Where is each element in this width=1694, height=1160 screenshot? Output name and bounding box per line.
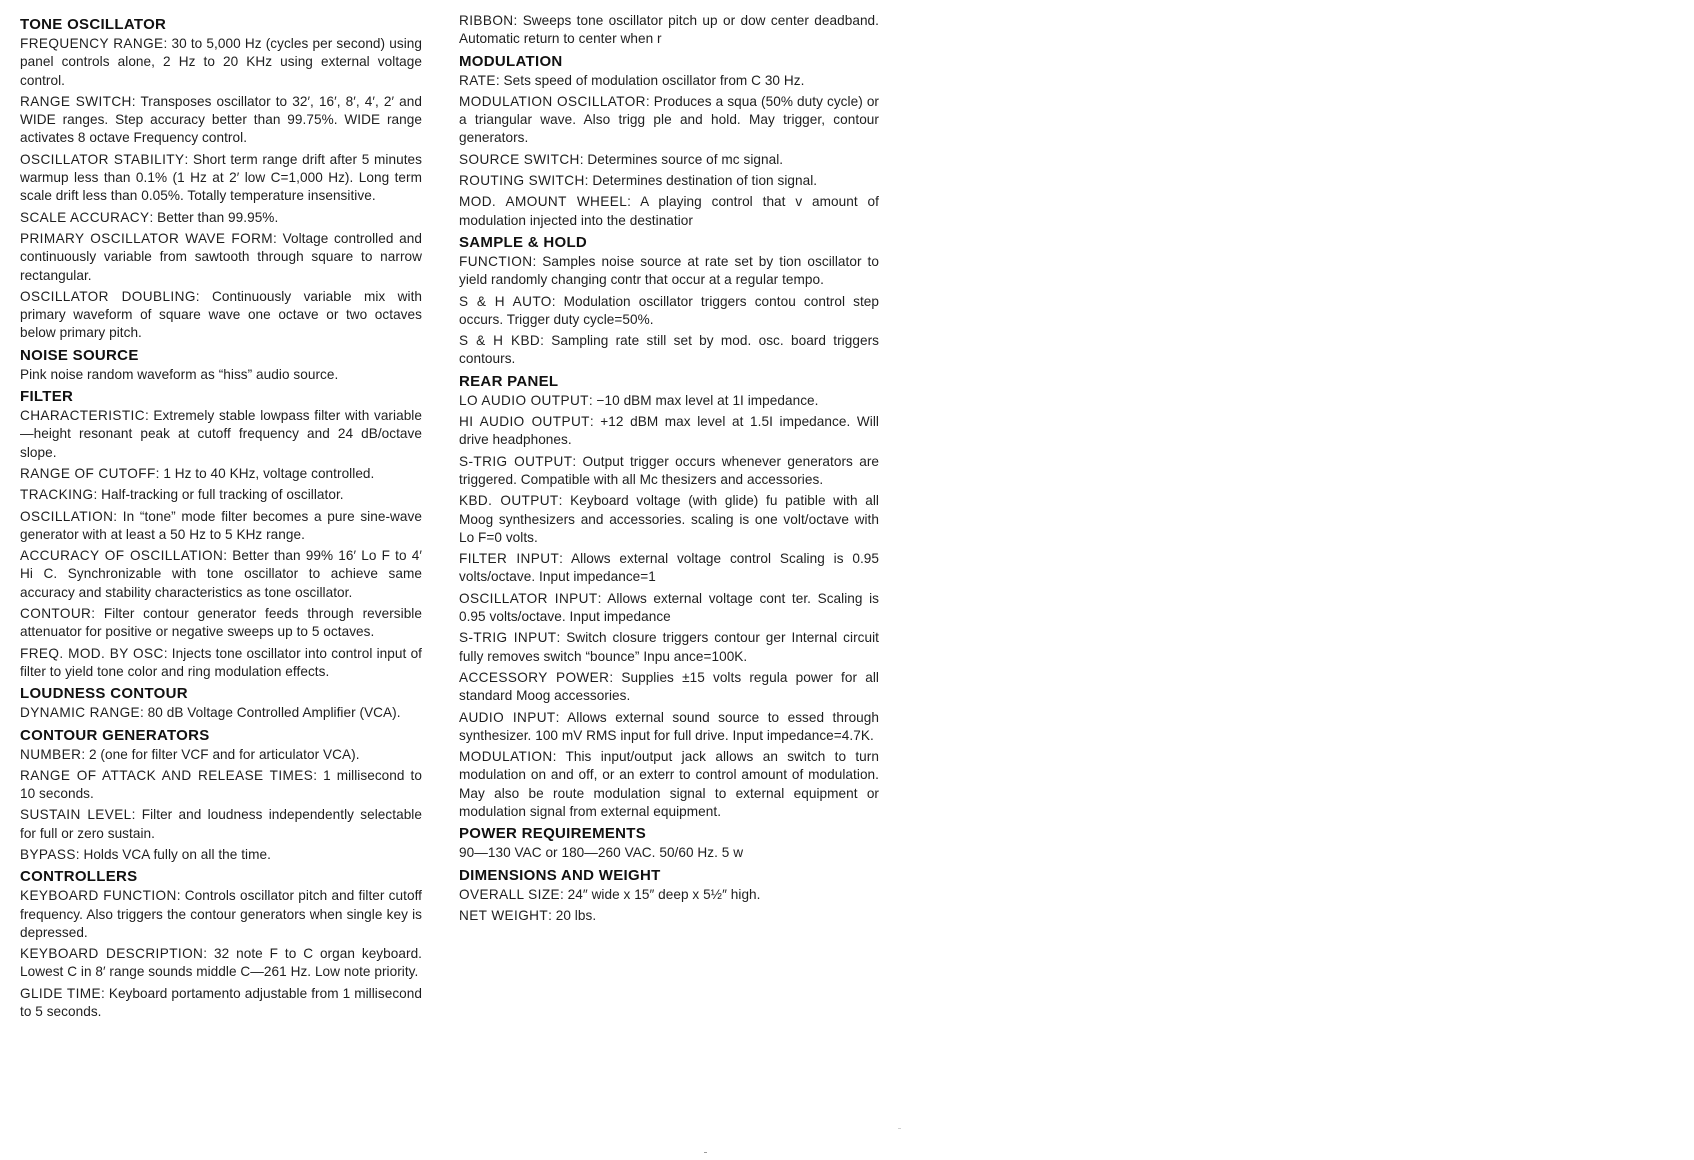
spec-item (459, 886, 879, 904)
spec-separator: : (540, 333, 552, 349)
spec-label: KEYBOARD FUNCTION (20, 888, 177, 904)
spec-separator: : (513, 13, 523, 28)
spec-item (20, 93, 422, 148)
spec-text: Filter and loudness independently selectable for full or zero sustain. (20, 807, 422, 841)
spec-label: GLIDE TIME (20, 985, 101, 1001)
spec-text: Voltage controlled and continuously variable from sawtooth through square to narrow rectangular. (20, 230, 422, 283)
spec-item (20, 846, 422, 864)
spec-section-modulation (459, 53, 879, 230)
spec-text: Allows external sound source to essed through synthesizer. 100 mV RMS input for full drive. Input impedance=4.7K. (459, 709, 880, 743)
spec-text: Sweeps tone oscillator pitch up or doᴡ center deadband. Automatic return to center when r (459, 13, 879, 47)
spec-text: 30 to 5,000 Hz (cycles per second) using panel controls alone, 2 Hz to 20 KHz using external voltage control. (20, 36, 423, 88)
spec-section-filter (20, 388, 422, 681)
spec-label: S-TRIG OUTPUT (459, 453, 573, 469)
spec-item (20, 806, 422, 843)
spec-text: 24″ wide x 15″ deep x 5½″ high. (567, 886, 761, 902)
spec-text: Pink noise random waveform as “hiss” audio source. (20, 366, 339, 382)
spec-separator: : (131, 807, 142, 823)
spec-item (459, 151, 879, 169)
spec-separator: : (560, 886, 568, 902)
spec-text: 2 (one for filter VCF and for articulator VCA). (88, 746, 360, 762)
spec-separator: : (163, 645, 172, 661)
spec-item (20, 945, 422, 982)
section-title: CONTOUR GENERATORS (20, 726, 210, 744)
spec-item (459, 669, 879, 706)
spec-item (459, 907, 879, 925)
section-title: TONE OSCILLATOR (20, 16, 167, 33)
spec-label: OSCILLATION (20, 508, 114, 524)
spec-separator: : (113, 508, 123, 524)
spec-separator: : (140, 705, 148, 721)
spec-label: MOD. AMOUNT WHEEL (459, 194, 628, 210)
spec-text: Continuously variable mix with primary waveform of square wave one octave or two octaves below primary pitch. (20, 288, 423, 341)
section-title: REAR PANEL (459, 372, 559, 390)
spec-text: 32 note F to C organ keyboard. Lowest C in 8′ range sounds middle C—261 Hz. Low note priority. (20, 946, 423, 980)
spec-label: BYPASS (20, 846, 76, 862)
spec-item (20, 407, 422, 462)
spec-text: Transposes oscillator to 32′, 16′, 8′, 4′, 2′ and WIDE ranges. Step accuracy better than 99.75%. WIDE range activates 8 octave Frequency control. (20, 93, 422, 146)
spec-label: ACCURACY OF OSCILLATION (20, 548, 224, 564)
spec-text: 90—130 VAC or 180—260 VAC. 50/60 Hz. 5 w (459, 845, 744, 861)
spec-label: RATE (459, 72, 496, 88)
section-title: FILTER (20, 388, 74, 406)
spec-text: Holds VCA fully on all the time. (83, 846, 271, 862)
spec-item (20, 746, 422, 764)
spec-label: AUDIO INPUT (459, 709, 556, 725)
spec-item (459, 629, 879, 666)
spec-section-contour-generators (20, 727, 422, 865)
spec-label: OSCILLATOR INPUT (459, 590, 598, 606)
spec-text: −10 dBM max level at 1I impedance. (596, 392, 819, 408)
section-title: NOISE SOURCE (20, 346, 139, 364)
spec-item (459, 293, 879, 330)
spec-section-controllers (20, 868, 422, 1021)
spec-text: Better than 99% 16′ Lo F to 4′ Hi C. Synchronizable with tone oscillator to achieve same accuracy and stability characteristics as tone oscillator. (20, 548, 422, 600)
spec-label: KEYBOARD DESCRIPTION (20, 946, 204, 962)
section-title: MODULATION (459, 52, 563, 70)
spec-label: SOURCE SWITCH (459, 151, 580, 167)
spec-item (459, 12, 879, 49)
spec-item (459, 590, 879, 627)
spec-separator: : (149, 209, 158, 225)
spec-section-rear-panel (459, 373, 879, 822)
spec-item (459, 332, 879, 369)
spec-text: Samples noise source at rate set by tion oscillator to yield randomly changing contr that occur at a regular tempo. (459, 253, 879, 288)
spec-label: RANGE OF CUTOFF (20, 465, 156, 481)
spec-text: Sampling rate still set by mod. osc. board triggers contours. (459, 333, 879, 367)
spec-separator: : (572, 453, 583, 469)
spec-label: SUSTAIN LEVEL (20, 807, 132, 823)
scan-speck (898, 1128, 901, 1129)
spec-label: FILTER INPUT (459, 551, 560, 567)
spec-item (20, 767, 422, 804)
spec-label: KBD. OUTPUT (459, 493, 559, 509)
spec-label: OSCILLATOR STABILITY (20, 151, 185, 167)
spec-text: Better than 99.95%. (157, 209, 279, 225)
spec-separator: : (584, 173, 593, 189)
spec-item (459, 709, 879, 746)
spec-item (20, 209, 422, 227)
spec-separator: : (645, 93, 654, 109)
spec-text: In “tone” mode filter becomes a pure sine-wave generator with at least a 50 Hz to 5 KHz range. (20, 508, 422, 542)
spec-section-loudness-contour (20, 685, 422, 722)
spec-separator: : (556, 630, 567, 646)
spec-text: Short term range drift after 5 minutes warmup less than 0.1% (1 Hz at 2′ low C=1,000 Hz). Long term scale drift less than 0.05%. Totally temperature insensitive. (20, 151, 422, 204)
spec-label: S & H AUTO (459, 293, 552, 309)
spec-text: Output trigger occurs whenever generators are triggered. Compatible with all Mc thesizers and accessories. (459, 453, 880, 487)
spec-item (459, 748, 879, 821)
spec-text: 20 lbs. (555, 907, 597, 923)
spec-separator: : (609, 669, 622, 685)
spec-label: MODULATION OSCILLATOR (459, 93, 646, 109)
spec-separator: : (552, 749, 566, 765)
spec-separator: : (155, 465, 164, 481)
spec-item (20, 887, 422, 942)
spec-label: PRIMARY OSCILLATOR WAVE FORM (20, 230, 274, 246)
spec-text: Allows external voltage cont ter. Scaling is 0.95 volts/octave. Input impedance (459, 590, 879, 625)
spec-section-power-requirements (459, 825, 879, 862)
spec-item (459, 453, 879, 490)
spec-separator: : (559, 551, 572, 567)
spec-label: DYNAMIC RANGE (20, 705, 141, 721)
spec-item (20, 465, 422, 483)
spec-separator: : (93, 487, 102, 503)
spec-label: S & H KBD (459, 333, 541, 349)
spec-label: ACCESSORY POWER (459, 669, 610, 685)
spec-text: 1 Hz to 40 KHz, voltage controlled. (163, 465, 375, 481)
spec-item (20, 35, 422, 90)
spec-separator: : (203, 946, 214, 962)
spec-label: RANGE OF ATTACK AND RELEASE TIMES (20, 767, 314, 783)
spec-label: OSCILLATOR DOUBLING (20, 288, 196, 304)
spec-separator: : (91, 606, 104, 622)
spec-label: CONTOUR (20, 606, 92, 622)
spec-section-tone-oscillator (20, 16, 422, 343)
section-title: POWER REQUIREMENTS (459, 825, 647, 843)
spec-text: Injects tone oscillator into control input of filter to yield tone color and ring modulation effects. (20, 645, 423, 679)
spec-item (20, 508, 422, 545)
spec-section-continued (459, 12, 879, 49)
spec-label: LO AUDIO OUTPUT (459, 392, 589, 408)
spec-item (20, 151, 422, 206)
spec-text: Controls oscillator pitch and filter cutoff frequency. Also triggers the contour generators when single key is depressed. (20, 888, 422, 940)
spec-text: Determines destination of tion signal. (592, 173, 818, 189)
section-title: CONTROLLERS (20, 868, 138, 886)
spec-label: HI AUDIO OUTPUT (459, 414, 590, 430)
spec-separator: : (81, 746, 89, 762)
spec-section-dimensions-and-weight (459, 867, 879, 926)
spec-text: Half-tracking or full tracking of oscillator. (101, 487, 344, 503)
spec-label: NET WEIGHT (459, 907, 549, 923)
spec-item (20, 547, 422, 602)
spec-separator: : (223, 548, 233, 564)
spec-separator: : (589, 414, 601, 430)
spec-separator: : (273, 230, 283, 246)
spec-label: FREQ. MOD. BY OSC (20, 645, 164, 661)
spec-label: OVERALL SIZE (459, 886, 560, 902)
spec-separator: : (75, 846, 84, 862)
spec-text: 1 millisecond to 10 seconds. (20, 767, 422, 802)
spec-text: Switch closure triggers contour ger Internal circuit fully removes switch “bounce” Inpu ance=100K. (459, 630, 879, 664)
spec-separator: : (558, 493, 571, 509)
spec-text: Allows external voltage control Scaling is 0.95 volts/octave. Input impedance=1 (459, 551, 879, 585)
spec-item (459, 72, 879, 90)
spec-separator: : (131, 93, 141, 109)
spec-text: Produces a squa (50% duty cycle) or a triangular wave. Also trigg ple and hold. May trigger, contour generators. (459, 93, 880, 146)
spec-text: Extremely stable lowpass filter with variable—height resonant peak at cutoff frequency and 24 dB/octave slope. (20, 408, 422, 460)
spec-item (20, 645, 422, 682)
scan-speck (704, 1152, 707, 1153)
spec-item (459, 253, 879, 290)
spec-separator: : (313, 767, 324, 783)
section-title: SAMPLE & HOLD (459, 233, 588, 251)
spec-label: FUNCTION (459, 253, 533, 269)
spec-separator: : (195, 288, 213, 304)
spec-separator: : (100, 985, 109, 1001)
spec-separator: : (548, 907, 556, 923)
spec-item (20, 486, 422, 504)
spec-label: TRACKING (20, 487, 94, 503)
spec-text: Determines source of mc signal. (587, 151, 784, 167)
spec-label: CHARACTERISTIC (20, 408, 145, 424)
spec-label: FREQUENCY RANGE (20, 36, 164, 51)
right-spec-column (459, 12, 880, 928)
spec-item (20, 605, 422, 642)
spec-separator: : (532, 253, 543, 269)
spec-label: RIBBON (459, 13, 514, 28)
spec-label: S-TRIG INPUT (459, 630, 557, 646)
spec-text: 80 dB Voltage Controlled Amplifier (VCA). (147, 705, 401, 721)
spec-text: A playing control that v amount of modulation injected into the destinatior (459, 194, 879, 228)
spec-separator: : (555, 709, 568, 725)
left-spec-column (20, 12, 422, 1024)
spec-text: Keyboard portamento adjustable from 1 millisecond to 5 seconds. (20, 985, 422, 1020)
spec-item (459, 172, 879, 190)
spec-separator: : (163, 36, 172, 51)
spec-label: ROUTING SWITCH (459, 173, 585, 189)
spec-separator: : (597, 590, 608, 606)
spec-section-sample-hold (459, 234, 879, 369)
spec-label: RANGE SWITCH (20, 93, 132, 109)
spec-separator: : (495, 72, 504, 88)
spec-separator: : (176, 888, 185, 904)
spec-label: SCALE ACCURACY (20, 209, 150, 225)
spec-item (459, 93, 879, 148)
spec-text: Filter contour generator feeds through reversible attenuator for positive or negative sweeps up to 5 octaves. (20, 606, 422, 640)
spec-text: +12 dBM max level at 1.5I impedance. Will drive headphones. (459, 414, 879, 448)
spec-item (459, 392, 879, 410)
spec-item (20, 366, 422, 384)
spec-item (20, 985, 422, 1022)
spec-label: NUMBER (20, 746, 82, 762)
section-title: DIMENSIONS AND WEIGHT (459, 866, 661, 884)
spec-item (459, 193, 879, 230)
spec-separator: : (579, 151, 588, 167)
spec-text: Supplies ±15 volts regula power for all standard Moog accessories. (459, 669, 879, 704)
spec-item (459, 413, 879, 450)
spec-label: MODULATION (459, 749, 553, 765)
spec-item (459, 492, 879, 547)
spec-item (20, 288, 422, 343)
spec-text: This input/output jack allows an switch to turn modulation on and off, or an exterr to control amount of modulation. May also be route modulation signal to external equipment or modulation signal from external equipment. (459, 749, 879, 819)
spec-item (459, 550, 879, 587)
spec-text: Keyboard voltage (with glide) fu patible with all Moog synthesizers and accessories. scaling is one volt/octave with Lo F=0 volts. (459, 493, 880, 545)
spec-separator: : (184, 151, 193, 167)
spec-separator: : (144, 408, 154, 424)
spec-item (459, 844, 879, 862)
spec-separator: : (551, 293, 564, 309)
spec-section-noise-source (20, 347, 422, 384)
spec-separator: : (627, 194, 641, 210)
section-title: LOUDNESS CONTOUR (20, 685, 188, 703)
spec-text: Sets speed of modulation oscillator from C 30 Hz. (503, 72, 805, 88)
spec-item (20, 230, 422, 285)
spec-item (20, 704, 422, 722)
spec-text: Modulation oscillator triggers contou control step occurs. Trigger duty cycle=50%. (459, 293, 879, 327)
spec-separator: : (588, 392, 597, 408)
